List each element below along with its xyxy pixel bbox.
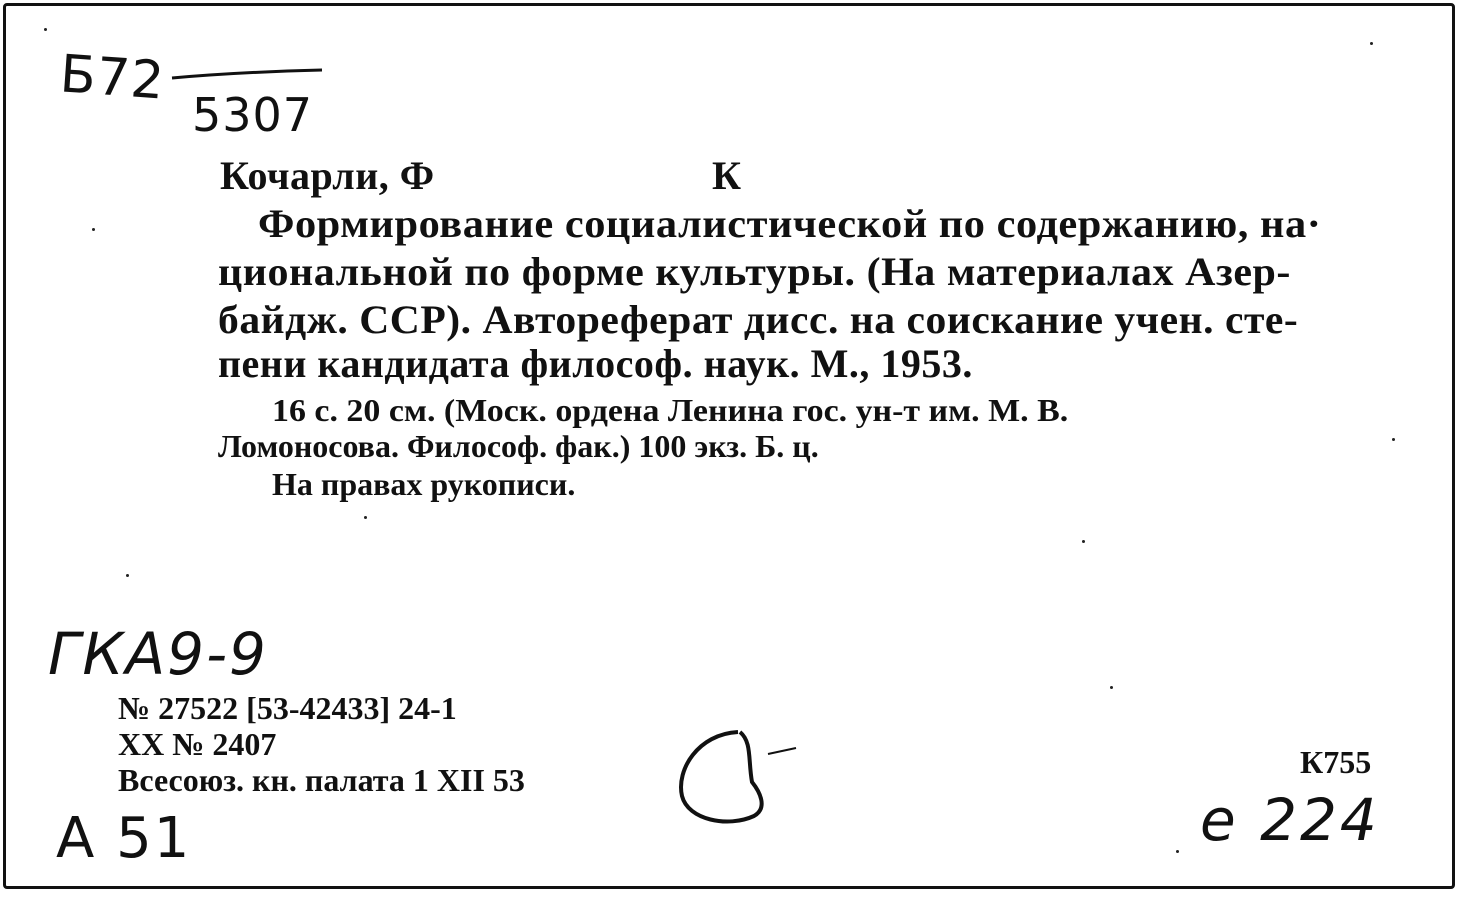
author-name: Кочарли, Ф	[220, 153, 435, 198]
speck	[1082, 540, 1085, 543]
handwritten-bottom-right: е 224	[1200, 786, 1380, 854]
registry-chamber-line: Всесоюз. кн. палата 1 XII 53	[118, 762, 525, 798]
description-line-4: пени кандидата философ. наук. М., 1953.	[218, 341, 973, 386]
handwritten-stamp-code: ГКА9-9	[48, 620, 268, 688]
physical-line-1: 16 с. 20 см. (Моск. ордена Ленина гос. ун-т им. М. В.	[272, 392, 1069, 428]
speck	[1392, 438, 1395, 441]
registry-number-line: № 27522 [53-42433] 24-1	[118, 690, 457, 726]
speck	[1110, 686, 1113, 689]
speck	[1370, 42, 1373, 45]
registry-xx-line: ХХ № 2407	[118, 726, 277, 762]
description-line-3: байдж. ССР). Автореферат дисс. на соискание учен. сте-	[218, 297, 1299, 342]
description-line-2: циональной по форме культуры. (На материалах Азер-	[218, 249, 1291, 294]
printed-code: К755	[1300, 744, 1372, 780]
description-line-1: Формирование социалистической по содержанию, на·	[258, 201, 1322, 246]
physical-line-3: На правах рукописи.	[272, 466, 576, 502]
handwritten-bottom-left: А 51	[56, 806, 192, 871]
speck	[126, 574, 129, 577]
handdrawn-circle	[668, 720, 808, 830]
physical-line-2: Ломоносова. Философ. фак.) 100 экз. Б. ц.	[218, 428, 819, 464]
handwritten-shelf-code: Б72	[58, 44, 167, 112]
speck	[44, 28, 47, 31]
handwritten-shelf-number: 5307	[192, 88, 314, 142]
author-initial: К	[712, 153, 742, 198]
shelf-fraction-line	[170, 66, 330, 86]
speck	[364, 516, 367, 519]
speck	[92, 228, 95, 231]
speck	[1176, 850, 1179, 853]
